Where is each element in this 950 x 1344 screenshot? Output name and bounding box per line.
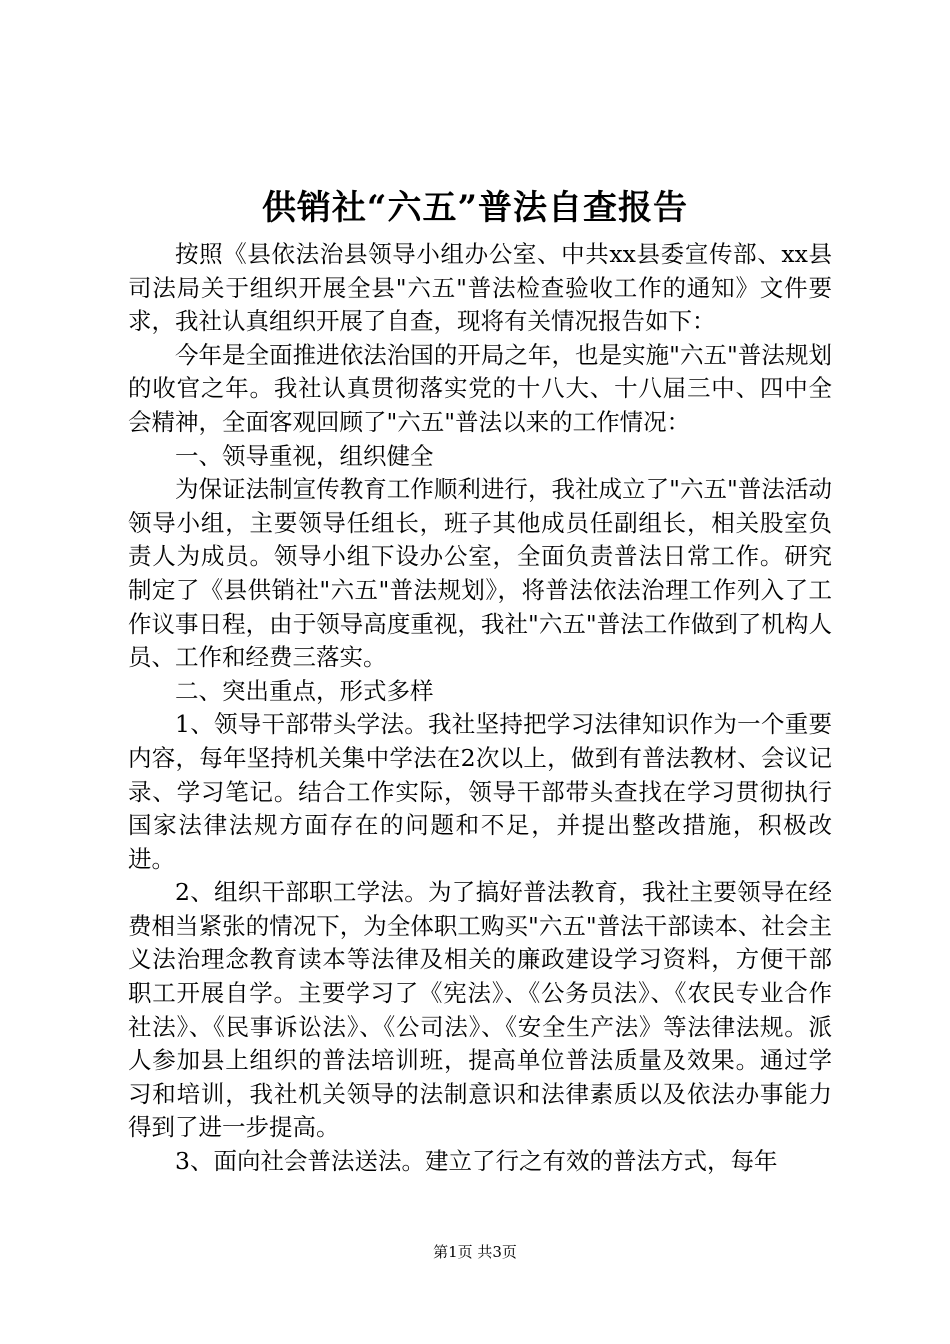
paragraph-item-3: 3、面向社会普法送法。建立了行之有效的普法方式，每年 — [175, 1147, 778, 1176]
paragraph-item-2: 2、组织干部职工学法。为了搞好普法教育，我社主要领导在经费相当紧张的情况下，为全体职工购买"六五"普法干部读本、社会主义法治理念教育读本等法律及相关的廉政建设学习资料，方便干部职工开展自学。主要学习了《宪法》、《公务员法》、《农民专业合作社法》、《民事诉讼法》、《公司法》、《安全生产法》等法律法规。派人参加县上组织的普法培训班，提高单位普法质量及效果。通过学习和培训，我社机关领导的法制意识和法律素质以及依法办事能力得到了进一步提高。 — [128, 878, 832, 1142]
page-footer: 第1页 共3页 — [433, 1243, 517, 1261]
paragraph-intro: 按照《县依法治县领导小组办公室、中共xx县委宣传部、xx县司法局关于组织开展全县"六五"普法检查验收工作的通知》文件要求，我社认真组织开展了自查，现将有关情况报告如下： — [128, 240, 832, 336]
document-title: 供销社“六五”普法自查报告 — [261, 188, 689, 228]
document-body — [128, 238, 832, 1179]
section-heading-2: 二、突出重点，形式多样 — [175, 676, 434, 705]
paragraph-overview: 今年是全面推进依法治国的开局之年，也是实施"六五"普法规划的收官之年。我社认真贯彻落实党的十八大、十八届三中、四中全会精神，全面客观回顾了"六五"普法以来的工作情况： — [128, 340, 832, 436]
paragraph-section-1: 为保证法制宣传教育工作顺利进行，我社成立了"六五"普法活动领导小组，主要领导任组长，班子其他成员任副组长，相关股室负责人为成员。领导小组下设办公室，全面负责普法日常工作。研究制定了《县供销社"六五"普法规划》，将普法依法治理工作列入了工作议事日程，由于领导高度重视，我社"六五"普法工作做到了机构人员、工作和经费三落实。 — [128, 475, 832, 672]
section-heading-1: 一、领导重视，组织健全 — [175, 441, 434, 470]
paragraph-item-1: 1、领导干部带头学法。我社坚持把学习法律知识作为一个重要内容，每年坚持机关集中学法在2次以上，做到有普法教材、会议记录、学习笔记。结合工作实际，领导干部带头查找在学习贯彻执行国家法律法规方面存在的问题和不足，并提出整改措施，积极改进。 — [128, 710, 832, 873]
